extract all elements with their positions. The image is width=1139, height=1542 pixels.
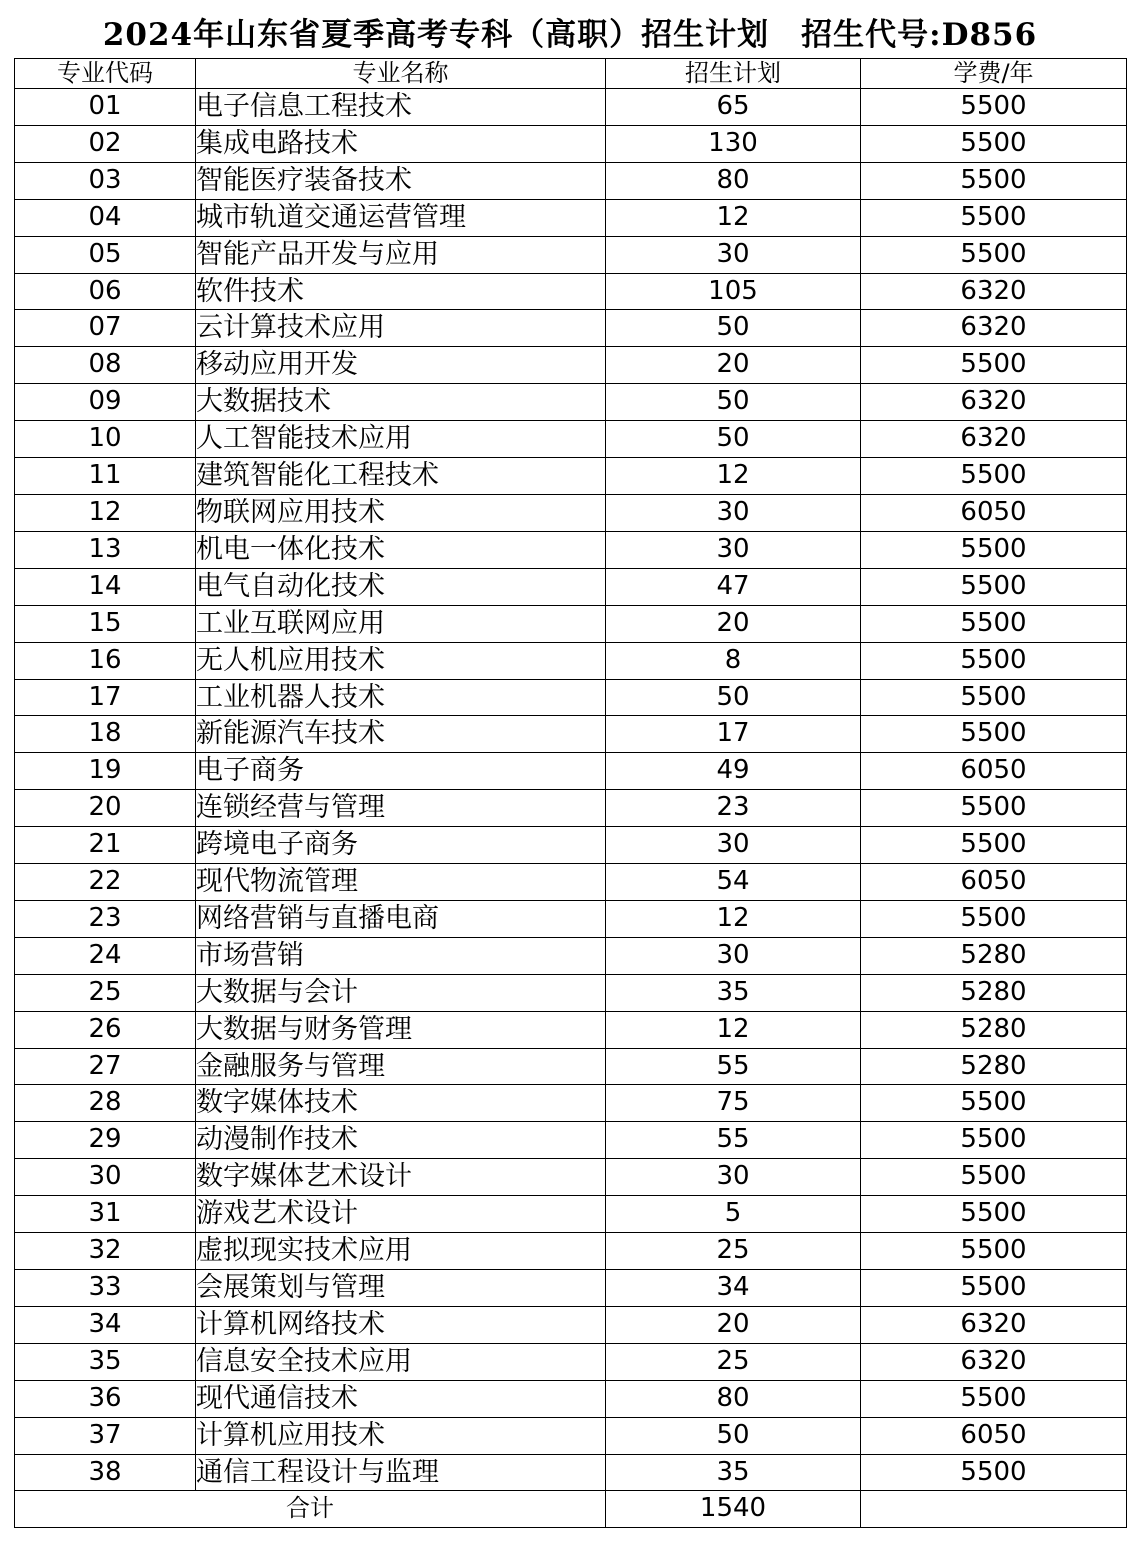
- code-cell: 02: [15, 125, 196, 162]
- code-cell: 14: [15, 568, 196, 605]
- code-cell: 16: [15, 642, 196, 679]
- table-row: [15, 900, 1127, 937]
- fee-cell: 6320: [861, 273, 1127, 310]
- total-plan: 1540: [606, 1491, 861, 1528]
- fee-cell: 6050: [861, 1417, 1127, 1454]
- enrollment-plan-table: [14, 58, 1127, 1528]
- table-row: [15, 1454, 1127, 1491]
- plan-cell: 20: [606, 347, 861, 384]
- code-cell: 15: [15, 605, 196, 642]
- fee-cell: 6050: [861, 494, 1127, 531]
- code-cell: 13: [15, 531, 196, 568]
- fee-cell: 6050: [861, 753, 1127, 790]
- fee-cell: 6320: [861, 1306, 1127, 1343]
- table-header-row: [15, 59, 1127, 89]
- plan-cell: 12: [606, 458, 861, 495]
- code-cell: 27: [15, 1048, 196, 1085]
- name-cell: 集成电路技术: [196, 125, 606, 162]
- plan-cell: 50: [606, 421, 861, 458]
- header-plan: 招生计划: [606, 59, 861, 89]
- name-cell: 机电一体化技术: [196, 531, 606, 568]
- plan-cell: 50: [606, 679, 861, 716]
- table-row: [15, 1196, 1127, 1233]
- code-cell: 04: [15, 199, 196, 236]
- code-cell: 29: [15, 1122, 196, 1159]
- plan-cell: 65: [606, 89, 861, 126]
- name-cell: 云计算技术应用: [196, 310, 606, 347]
- fee-cell: 6320: [861, 384, 1127, 421]
- table-row: [15, 1048, 1127, 1085]
- name-cell: 通信工程设计与监理: [196, 1454, 606, 1491]
- name-cell: 建筑智能化工程技术: [196, 458, 606, 495]
- table-row: [15, 568, 1127, 605]
- name-cell: 电气自动化技术: [196, 568, 606, 605]
- fee-cell: 5500: [861, 679, 1127, 716]
- name-cell: 软件技术: [196, 273, 606, 310]
- name-cell: 城市轨道交通运营管理: [196, 199, 606, 236]
- code-cell: 01: [15, 89, 196, 126]
- plan-cell: 34: [606, 1270, 861, 1307]
- plan-cell: 50: [606, 384, 861, 421]
- table-row: [15, 1085, 1127, 1122]
- fee-cell: 5500: [861, 1454, 1127, 1491]
- fee-cell: 5500: [861, 236, 1127, 273]
- name-cell: 连锁经营与管理: [196, 790, 606, 827]
- plan-cell: 12: [606, 900, 861, 937]
- table-row: [15, 1343, 1127, 1380]
- fee-cell: 5280: [861, 1048, 1127, 1085]
- table-row: [15, 974, 1127, 1011]
- fee-cell: 5500: [861, 1159, 1127, 1196]
- table-row: [15, 89, 1127, 126]
- plan-cell: 54: [606, 864, 861, 901]
- fee-cell: 5500: [861, 199, 1127, 236]
- name-cell: 网络营销与直播电商: [196, 900, 606, 937]
- table-row: [15, 310, 1127, 347]
- code-cell: 34: [15, 1306, 196, 1343]
- plan-cell: 35: [606, 1454, 861, 1491]
- code-cell: 08: [15, 347, 196, 384]
- code-cell: 05: [15, 236, 196, 273]
- plan-cell: 12: [606, 1011, 861, 1048]
- code-cell: 37: [15, 1417, 196, 1454]
- table-row: [15, 605, 1127, 642]
- code-cell: 23: [15, 900, 196, 937]
- table-row: [15, 1380, 1127, 1417]
- plan-cell: 105: [606, 273, 861, 310]
- code-cell: 19: [15, 753, 196, 790]
- plan-cell: 20: [606, 605, 861, 642]
- name-cell: 现代物流管理: [196, 864, 606, 901]
- plan-cell: 75: [606, 1085, 861, 1122]
- name-cell: 工业互联网应用: [196, 605, 606, 642]
- name-cell: 智能医疗装备技术: [196, 162, 606, 199]
- total-label: 合计: [15, 1491, 606, 1528]
- name-cell: 计算机网络技术: [196, 1306, 606, 1343]
- table-row: [15, 273, 1127, 310]
- table-row: [15, 1233, 1127, 1270]
- table-row: [15, 347, 1127, 384]
- name-cell: 虚拟现实技术应用: [196, 1233, 606, 1270]
- table-row: [15, 679, 1127, 716]
- header-fee: 学费/年: [861, 59, 1127, 89]
- code-cell: 17: [15, 679, 196, 716]
- fee-cell: 6320: [861, 310, 1127, 347]
- table-body: [15, 89, 1127, 1491]
- fee-cell: 5500: [861, 347, 1127, 384]
- fee-cell: 5500: [861, 790, 1127, 827]
- name-cell: 金融服务与管理: [196, 1048, 606, 1085]
- table-row: [15, 1306, 1127, 1343]
- page-title: 2024年山东省夏季高考专科（高职）招生计划 招生代号:D856: [102, 17, 1038, 53]
- code-cell: 22: [15, 864, 196, 901]
- fee-cell: 5500: [861, 531, 1127, 568]
- fee-cell: 5500: [861, 458, 1127, 495]
- plan-cell: 50: [606, 310, 861, 347]
- table-row: [15, 125, 1127, 162]
- fee-cell: 5500: [861, 605, 1127, 642]
- name-cell: 人工智能技术应用: [196, 421, 606, 458]
- code-cell: 31: [15, 1196, 196, 1233]
- table-row: [15, 384, 1127, 421]
- name-cell: 新能源汽车技术: [196, 716, 606, 753]
- name-cell: 大数据技术: [196, 384, 606, 421]
- fee-cell: 6320: [861, 421, 1127, 458]
- name-cell: 数字媒体艺术设计: [196, 1159, 606, 1196]
- plan-cell: 130: [606, 125, 861, 162]
- name-cell: 无人机应用技术: [196, 642, 606, 679]
- table-row: [15, 494, 1127, 531]
- code-cell: 06: [15, 273, 196, 310]
- fee-cell: 5500: [861, 1270, 1127, 1307]
- code-cell: 20: [15, 790, 196, 827]
- code-cell: 24: [15, 937, 196, 974]
- plan-cell: 20: [606, 1306, 861, 1343]
- code-cell: 25: [15, 974, 196, 1011]
- plan-cell: 80: [606, 162, 861, 199]
- fee-cell: 5500: [861, 827, 1127, 864]
- header-code: 专业代码: [15, 59, 196, 89]
- code-cell: 33: [15, 1270, 196, 1307]
- table-row: [15, 1122, 1127, 1159]
- table-row: [15, 162, 1127, 199]
- plan-cell: 55: [606, 1122, 861, 1159]
- code-cell: 03: [15, 162, 196, 199]
- fee-cell: 5500: [861, 716, 1127, 753]
- plan-cell: 25: [606, 1343, 861, 1380]
- total-fee: [861, 1491, 1127, 1528]
- code-cell: 07: [15, 310, 196, 347]
- table-row: [15, 937, 1127, 974]
- code-cell: 32: [15, 1233, 196, 1270]
- table-row: [15, 1270, 1127, 1307]
- name-cell: 市场营销: [196, 937, 606, 974]
- code-cell: 38: [15, 1454, 196, 1491]
- table-row: [15, 458, 1127, 495]
- code-cell: 12: [15, 494, 196, 531]
- fee-cell: 5500: [861, 900, 1127, 937]
- name-cell: 现代通信技术: [196, 1380, 606, 1417]
- fee-cell: 5500: [861, 1196, 1127, 1233]
- plan-cell: 30: [606, 1159, 861, 1196]
- name-cell: 物联网应用技术: [196, 494, 606, 531]
- plan-cell: 80: [606, 1380, 861, 1417]
- name-cell: 数字媒体技术: [196, 1085, 606, 1122]
- fee-cell: 5500: [861, 642, 1127, 679]
- code-cell: 36: [15, 1380, 196, 1417]
- name-cell: 跨境电子商务: [196, 827, 606, 864]
- header-name: 专业名称: [196, 59, 606, 89]
- table-row: [15, 421, 1127, 458]
- code-cell: 09: [15, 384, 196, 421]
- table-row: [15, 864, 1127, 901]
- plan-cell: 35: [606, 974, 861, 1011]
- name-cell: 大数据与财务管理: [196, 1011, 606, 1048]
- fee-cell: 6050: [861, 864, 1127, 901]
- name-cell: 游戏艺术设计: [196, 1196, 606, 1233]
- plan-cell: 23: [606, 790, 861, 827]
- fee-cell: 5500: [861, 125, 1127, 162]
- name-cell: 智能产品开发与应用: [196, 236, 606, 273]
- code-cell: 28: [15, 1085, 196, 1122]
- fee-cell: 5500: [861, 568, 1127, 605]
- plan-cell: 8: [606, 642, 861, 679]
- code-cell: 26: [15, 1011, 196, 1048]
- table-row: [15, 1417, 1127, 1454]
- code-cell: 11: [15, 458, 196, 495]
- fee-cell: 5280: [861, 974, 1127, 1011]
- fee-cell: 5280: [861, 1011, 1127, 1048]
- plan-cell: 47: [606, 568, 861, 605]
- code-cell: 10: [15, 421, 196, 458]
- name-cell: 信息安全技术应用: [196, 1343, 606, 1380]
- name-cell: 计算机应用技术: [196, 1417, 606, 1454]
- plan-cell: 30: [606, 494, 861, 531]
- name-cell: 会展策划与管理: [196, 1270, 606, 1307]
- total-row: [15, 1491, 1127, 1528]
- fee-cell: 5500: [861, 1122, 1127, 1159]
- table-row: [15, 790, 1127, 827]
- name-cell: 动漫制作技术: [196, 1122, 606, 1159]
- plan-cell: 30: [606, 827, 861, 864]
- table-row: [15, 1159, 1127, 1196]
- fee-cell: 5500: [861, 1233, 1127, 1270]
- plan-cell: 12: [606, 199, 861, 236]
- plan-cell: 55: [606, 1048, 861, 1085]
- plan-cell: 50: [606, 1417, 861, 1454]
- fee-cell: 5280: [861, 937, 1127, 974]
- fee-cell: 6320: [861, 1343, 1127, 1380]
- plan-cell: 30: [606, 531, 861, 568]
- table-row: [15, 827, 1127, 864]
- code-cell: 18: [15, 716, 196, 753]
- name-cell: 电子信息工程技术: [196, 89, 606, 126]
- fee-cell: 5500: [861, 1380, 1127, 1417]
- fee-cell: 5500: [861, 89, 1127, 126]
- plan-cell: 49: [606, 753, 861, 790]
- table-row: [15, 236, 1127, 273]
- plan-cell: 25: [606, 1233, 861, 1270]
- plan-cell: 30: [606, 236, 861, 273]
- name-cell: 工业机器人技术: [196, 679, 606, 716]
- code-cell: 30: [15, 1159, 196, 1196]
- table-row: [15, 1011, 1127, 1048]
- name-cell: 大数据与会计: [196, 974, 606, 1011]
- name-cell: 电子商务: [196, 753, 606, 790]
- name-cell: 移动应用开发: [196, 347, 606, 384]
- table-row: [15, 753, 1127, 790]
- fee-cell: 5500: [861, 162, 1127, 199]
- plan-cell: 30: [606, 937, 861, 974]
- table-row: [15, 716, 1127, 753]
- plan-cell: 5: [606, 1196, 861, 1233]
- fee-cell: 5500: [861, 1085, 1127, 1122]
- plan-cell: 17: [606, 716, 861, 753]
- code-cell: 21: [15, 827, 196, 864]
- table-row: [15, 642, 1127, 679]
- table-row: [15, 531, 1127, 568]
- code-cell: 35: [15, 1343, 196, 1380]
- table-row: [15, 199, 1127, 236]
